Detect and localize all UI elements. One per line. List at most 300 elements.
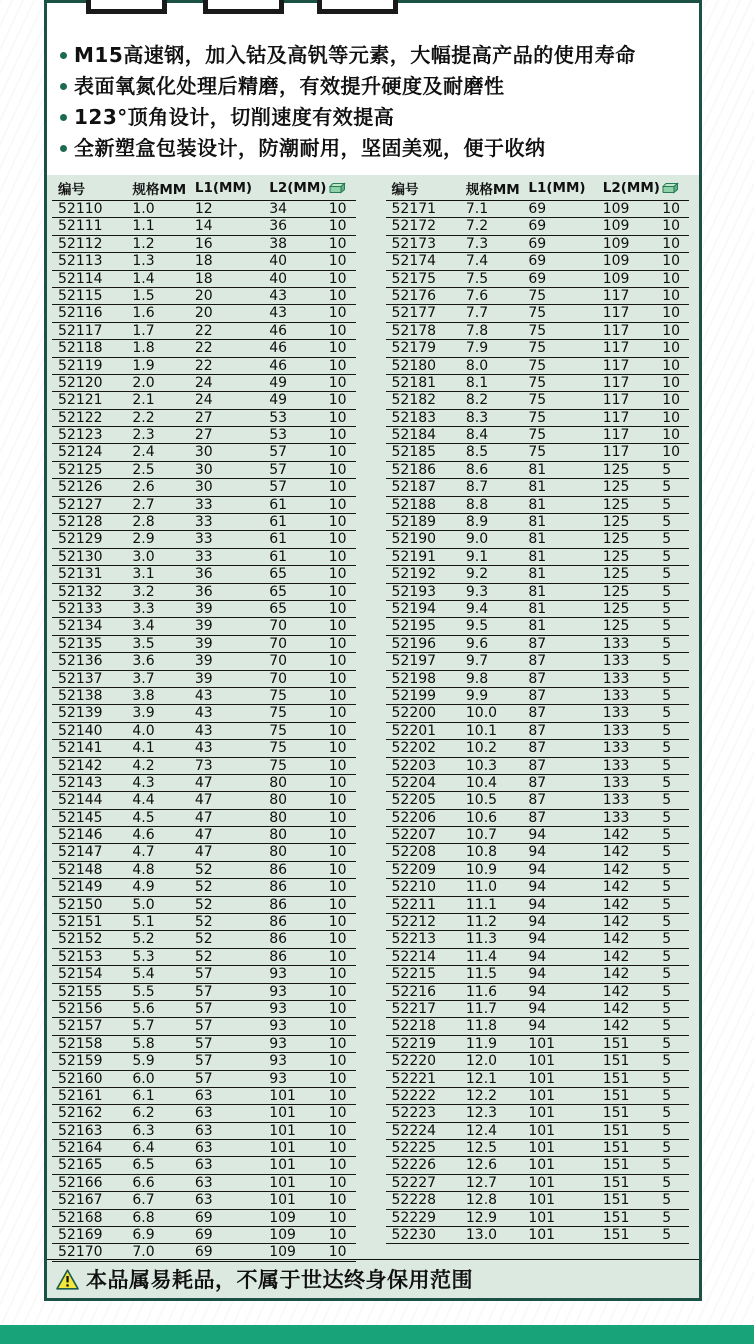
table-cell: 5	[662, 1192, 672, 1209]
table-cell: 142	[602, 1000, 630, 1017]
table-cell: 2.3	[132, 427, 155, 444]
table-cell: 101	[528, 1035, 556, 1052]
table-cell: 5	[662, 687, 672, 704]
table-cell: 93	[269, 1035, 288, 1052]
table-cell: 5	[662, 1105, 672, 1122]
table-cell: 10	[328, 270, 347, 287]
table-cell: 52110	[58, 201, 103, 217]
table-cell: 52	[194, 931, 213, 948]
table-cell: 5.7	[132, 1018, 155, 1035]
table-cell: 52177	[391, 305, 437, 322]
table-cell: 52185	[391, 444, 437, 461]
table-cell: 52184	[391, 427, 437, 444]
table-cell: 52170	[58, 1244, 103, 1261]
table-cell: 5	[662, 722, 672, 739]
table-cell: 69	[528, 253, 547, 270]
table-cell: 86	[269, 879, 288, 896]
table-cell: 52167	[58, 1192, 103, 1209]
table-cell: 30	[194, 461, 213, 478]
table-cell: 2.4	[132, 444, 155, 461]
table-cell: 52134	[58, 618, 103, 635]
table-cell: 46	[269, 322, 288, 339]
table-cell: 87	[528, 774, 547, 791]
table-cell: 5	[662, 1087, 672, 1104]
table-cell: 3.3	[132, 600, 155, 617]
table-cell: 11.5	[465, 966, 498, 983]
table-cell: 117	[602, 444, 630, 461]
table-cell: 52219	[391, 1035, 437, 1052]
table-cell: 109	[602, 253, 630, 270]
table-cell: 5	[662, 844, 672, 861]
table-cell: 52164	[58, 1140, 103, 1157]
spec-tables	[47, 175, 699, 1263]
table-cell: 52226	[391, 1157, 437, 1174]
table-cell: 3.9	[132, 705, 155, 722]
table-cell: 5	[662, 1140, 672, 1157]
table-row	[386, 792, 690, 809]
table-cell: 133	[602, 687, 630, 704]
table-cell: 10	[328, 514, 347, 531]
table-cell: 10	[328, 983, 347, 1000]
table-cell: 9.9	[465, 687, 489, 704]
table-cell: 6.2	[132, 1105, 155, 1122]
table-cell: 11.8	[465, 1018, 498, 1035]
table-cell: 75	[528, 287, 547, 304]
table-cell: 87	[528, 670, 547, 687]
table-row	[386, 566, 690, 583]
table-cell: 30	[194, 444, 213, 461]
table-cell: 125	[602, 618, 630, 635]
table-row	[386, 844, 690, 861]
table-cell: 10	[328, 844, 347, 861]
table-row	[52, 201, 356, 218]
table-cell: 94	[528, 966, 547, 983]
col-header-part-no: 编号	[58, 181, 85, 198]
table-cell: 4.3	[132, 774, 155, 791]
table-row	[52, 514, 356, 531]
table-cell: 6.7	[132, 1192, 155, 1209]
table-cell: 75	[269, 687, 288, 704]
table-cell: 101	[269, 1140, 296, 1157]
table-cell: 52125	[58, 461, 103, 478]
table-cell: 1.1	[132, 218, 155, 235]
table-cell: 81	[528, 461, 547, 478]
table-cell: 12.4	[465, 1122, 498, 1139]
footer-brand-band	[0, 1325, 754, 1344]
table-cell: 52215	[391, 966, 437, 983]
table-cell: 52202	[391, 740, 437, 757]
table-cell: 11.1	[465, 896, 498, 913]
table-cell: 10	[328, 757, 347, 774]
table-cell: 69	[194, 1244, 213, 1261]
table-cell: 2.1	[132, 392, 155, 409]
table-cell: 7.8	[465, 322, 489, 339]
table-cell: 94	[528, 1018, 547, 1035]
table-cell: 8.5	[465, 444, 489, 461]
table-cell: 3.0	[132, 548, 155, 565]
table-cell: 24	[194, 392, 213, 409]
table-cell: 5	[662, 653, 672, 670]
table-cell: 57	[194, 1070, 213, 1087]
table-cell: 52128	[58, 514, 103, 531]
table-row	[52, 271, 356, 288]
table-cell: 52171	[391, 201, 437, 217]
table-cell: 94	[528, 827, 547, 844]
table-cell: 10.3	[465, 757, 498, 774]
table-cell: 9.6	[465, 635, 489, 652]
table-cell: 5	[662, 879, 672, 896]
table-row	[386, 358, 690, 375]
table-cell: 101	[528, 1209, 556, 1226]
table-cell: 52147	[58, 844, 103, 861]
table-row	[52, 844, 356, 861]
table-cell: 117	[602, 357, 630, 374]
table-cell: 4.4	[132, 792, 155, 809]
table-cell: 52197	[391, 653, 437, 670]
table-cell: 52116	[58, 305, 103, 322]
table-cell: 52205	[391, 792, 437, 809]
table-cell: 101	[269, 1105, 296, 1122]
package-qty-icon	[329, 182, 356, 194]
table-cell: 52206	[391, 809, 437, 826]
table-cell: 8.9	[465, 514, 489, 531]
table-cell: 4.5	[132, 809, 155, 826]
table-cell: 61	[269, 496, 288, 513]
table-cell: 10	[328, 774, 347, 791]
table-cell: 52148	[58, 861, 103, 878]
table-cell: 10	[662, 235, 681, 252]
table-row	[386, 1123, 690, 1140]
table-cell: 10.2	[465, 740, 498, 757]
table-cell: 10	[328, 1087, 347, 1104]
table-cell: 5	[662, 670, 672, 687]
table-cell: 1.2	[132, 235, 155, 252]
table-cell: 87	[528, 722, 547, 739]
table-cell: 151	[602, 1070, 630, 1087]
table-cell: 43	[269, 287, 288, 304]
table-row	[52, 392, 356, 409]
table-cell: 52161	[58, 1087, 103, 1104]
table-row	[52, 1018, 356, 1035]
table-cell: 7.6	[465, 287, 489, 304]
table-cell: 10	[328, 896, 347, 913]
table-cell: 52	[194, 861, 213, 878]
table-cell: 52218	[391, 1018, 437, 1035]
table-cell: 52193	[391, 583, 437, 600]
table-cell: 27	[194, 427, 213, 444]
table-cell: 133	[602, 670, 630, 687]
table-cell: 12.2	[465, 1087, 498, 1104]
table-cell: 7.9	[465, 340, 489, 357]
table-cell: 52119	[58, 357, 103, 374]
table-cell: 52144	[58, 792, 103, 809]
table-cell: 75	[528, 392, 547, 409]
table-cell: 142	[602, 966, 630, 983]
table-cell: 46	[269, 357, 288, 374]
table-row	[52, 862, 356, 879]
table-row	[52, 566, 356, 583]
table-cell: 75	[269, 722, 288, 739]
table-cell: 10	[662, 305, 681, 322]
table-cell: 5	[662, 705, 672, 722]
table-cell: 2.5	[132, 461, 155, 478]
table-cell: 52127	[58, 496, 103, 513]
table-cell: 10.1	[465, 722, 498, 739]
table-cell: 87	[528, 792, 547, 809]
table-row	[52, 653, 356, 670]
table-cell: 10	[328, 827, 347, 844]
table-cell: 9.4	[465, 600, 489, 617]
table-cell: 87	[528, 757, 547, 774]
table-cell: 5	[662, 514, 672, 531]
table-cell: 52115	[58, 287, 103, 304]
feature-item	[60, 102, 689, 133]
table-row	[386, 897, 690, 914]
table-cell: 52173	[391, 235, 437, 252]
table-row	[386, 514, 690, 531]
table-row	[52, 253, 356, 270]
table-cell: 109	[602, 235, 630, 252]
table-cell: 52207	[391, 827, 437, 844]
col-header-spec-mm: 规格MM	[465, 181, 520, 198]
table-cell: 52117	[58, 322, 103, 339]
table-cell: 52168	[58, 1209, 103, 1226]
table-cell: 81	[528, 618, 547, 635]
table-cell: 52153	[58, 948, 103, 965]
table-cell: 52190	[391, 531, 437, 548]
package-qty-icon	[662, 182, 689, 194]
table-cell: 10	[328, 235, 347, 252]
thumbnail-box	[86, 0, 167, 14]
table-cell: 1.0	[132, 201, 155, 217]
table-cell: 6.0	[132, 1070, 155, 1087]
table-cell: 12.7	[465, 1174, 498, 1191]
table-cell: 10	[328, 583, 347, 600]
table-cell: 69	[194, 1209, 213, 1226]
warning-triangle-icon	[56, 1269, 79, 1290]
table-cell: 10	[662, 340, 681, 357]
table-row	[386, 271, 690, 288]
table-row	[52, 1071, 356, 1088]
table-cell: 10	[328, 966, 347, 983]
table-row	[386, 1227, 690, 1244]
table-cell: 52	[194, 948, 213, 965]
table-cell: 81	[528, 548, 547, 565]
table-cell: 7.5	[465, 270, 489, 287]
table-row	[386, 862, 690, 879]
table-row	[52, 340, 356, 357]
col-header-l1: L1(MM)	[194, 179, 253, 196]
table-cell: 43	[194, 687, 213, 704]
table-cell: 63	[194, 1122, 213, 1139]
table-cell: 86	[269, 914, 288, 931]
table-cell: 5	[662, 1122, 672, 1139]
table-cell: 52195	[391, 618, 437, 635]
table-row	[52, 323, 356, 340]
table-cell: 52216	[391, 983, 437, 1000]
table-row	[386, 253, 690, 270]
table-cell: 5	[662, 635, 672, 652]
table-row	[386, 444, 690, 461]
table-row	[386, 392, 690, 409]
table-cell: 10	[328, 374, 347, 391]
table-cell: 86	[269, 931, 288, 948]
feature-text: 全新塑盒包装设计，防潮耐用，坚固美观，便于收纳	[74, 136, 546, 160]
table-cell: 69	[528, 270, 547, 287]
table-cell: 101	[528, 1192, 556, 1209]
table-cell: 101	[269, 1174, 296, 1191]
table-cell: 47	[194, 792, 213, 809]
table-cell: 52188	[391, 496, 437, 513]
table-cell: 11.2	[465, 914, 498, 931]
table-cell: 52204	[391, 774, 437, 791]
table-cell: 11.9	[465, 1035, 498, 1052]
table-cell: 52122	[58, 409, 103, 426]
bullet-dot-icon	[60, 114, 67, 121]
table-cell: 101	[528, 1087, 556, 1104]
table-row	[386, 305, 690, 322]
table-row	[386, 636, 690, 653]
table-cell: 142	[602, 896, 630, 913]
table-row	[386, 671, 690, 688]
table-cell: 16	[194, 235, 213, 252]
table-cell: 52143	[58, 774, 103, 791]
spec-table-area	[47, 175, 699, 1298]
table-cell: 12	[194, 201, 213, 217]
table-cell: 4.9	[132, 879, 155, 896]
table-cell: 10	[662, 270, 681, 287]
table-row	[52, 236, 356, 253]
table-cell: 10	[328, 409, 347, 426]
table-cell: 5	[662, 774, 672, 791]
table-cell: 33	[194, 496, 213, 513]
table-cell: 10	[662, 392, 681, 409]
table-cell: 73	[194, 757, 213, 774]
table-cell: 4.8	[132, 861, 155, 878]
table-row	[52, 775, 356, 792]
table-cell: 69	[528, 218, 547, 235]
table-cell: 52156	[58, 1000, 103, 1017]
table-cell: 70	[269, 670, 288, 687]
table-cell: 10	[328, 1244, 347, 1261]
table-cell: 34	[269, 201, 288, 217]
table-cell: 53	[269, 409, 288, 426]
table-cell: 142	[602, 827, 630, 844]
table-cell: 87	[528, 653, 547, 670]
feature-text: M15高速钢，加入钴及高钒等元素，大幅提高产品的使用寿命	[74, 43, 636, 67]
table-cell: 5	[662, 1157, 672, 1174]
table-cell: 75	[528, 340, 547, 357]
table-cell: 11.4	[465, 948, 498, 965]
table-row	[386, 236, 690, 253]
spec-table-right	[386, 175, 690, 1263]
table-row	[386, 479, 690, 496]
table-row	[386, 827, 690, 844]
table-row	[52, 358, 356, 375]
col-header-l1: L1(MM)	[528, 179, 586, 196]
table-cell: 10	[328, 392, 347, 409]
table-cell: 101	[528, 1053, 556, 1070]
table-cell: 10	[328, 792, 347, 809]
table-cell: 109	[602, 218, 630, 235]
table-cell: 94	[528, 931, 547, 948]
table-cell: 5	[662, 966, 672, 983]
table-cell: 5	[662, 792, 672, 809]
table-row	[52, 1123, 356, 1140]
table-cell: 3.5	[132, 635, 155, 652]
table-cell: 52149	[58, 879, 103, 896]
table-cell: 5	[662, 1018, 672, 1035]
table-cell: 10	[662, 374, 681, 391]
table-row	[386, 618, 690, 635]
table-cell: 3.1	[132, 566, 155, 583]
table-cell: 10	[662, 322, 681, 339]
table-row	[386, 984, 690, 1001]
table-cell: 151	[602, 1122, 630, 1139]
table-cell: 101	[269, 1157, 296, 1174]
table-cell: 80	[269, 844, 288, 861]
table-cell: 1.4	[132, 270, 155, 287]
table-cell: 5	[662, 618, 672, 635]
table-row	[386, 1053, 690, 1070]
table-cell: 10	[662, 253, 681, 270]
table-cell: 57	[194, 966, 213, 983]
table-cell: 10	[328, 861, 347, 878]
table-cell: 10	[328, 1174, 347, 1191]
table-cell: 10	[328, 740, 347, 757]
table-cell: 5.9	[132, 1053, 155, 1070]
feature-item	[60, 71, 689, 102]
table-cell: 65	[269, 583, 288, 600]
table-cell: 4.6	[132, 827, 155, 844]
table-row	[52, 288, 356, 305]
table-cell: 52178	[391, 322, 437, 339]
table-row	[52, 1192, 356, 1209]
table-cell: 70	[269, 635, 288, 652]
table-row	[386, 966, 690, 983]
table-row	[386, 740, 690, 757]
bullet-dot-icon	[60, 52, 67, 59]
table-cell: 65	[269, 600, 288, 617]
table-cell: 2.8	[132, 514, 155, 531]
table-cell: 81	[528, 514, 547, 531]
bullet-dot-icon	[60, 145, 67, 152]
table-row	[52, 931, 356, 948]
table-cell: 2.2	[132, 409, 155, 426]
table-cell: 10	[328, 496, 347, 513]
table-cell: 5.8	[132, 1035, 155, 1052]
table-cell: 151	[602, 1157, 630, 1174]
table-cell: 101	[528, 1070, 556, 1087]
table-cell: 52223	[391, 1105, 437, 1122]
table-cell: 38	[269, 235, 288, 252]
table-cell: 63	[194, 1087, 213, 1104]
table-cell: 81	[528, 531, 547, 548]
table-cell: 133	[602, 774, 630, 791]
table-cell: 52227	[391, 1174, 437, 1191]
table-cell: 47	[194, 774, 213, 791]
table-cell: 151	[602, 1035, 630, 1052]
table-row	[52, 671, 356, 688]
table-cell: 5	[662, 1053, 672, 1070]
table-cell: 87	[528, 635, 547, 652]
table-cell: 52139	[58, 705, 103, 722]
table-cell: 117	[602, 305, 630, 322]
table-cell: 142	[602, 983, 630, 1000]
table-cell: 36	[269, 218, 288, 235]
table-cell: 101	[528, 1227, 556, 1244]
table-cell: 101	[528, 1157, 556, 1174]
